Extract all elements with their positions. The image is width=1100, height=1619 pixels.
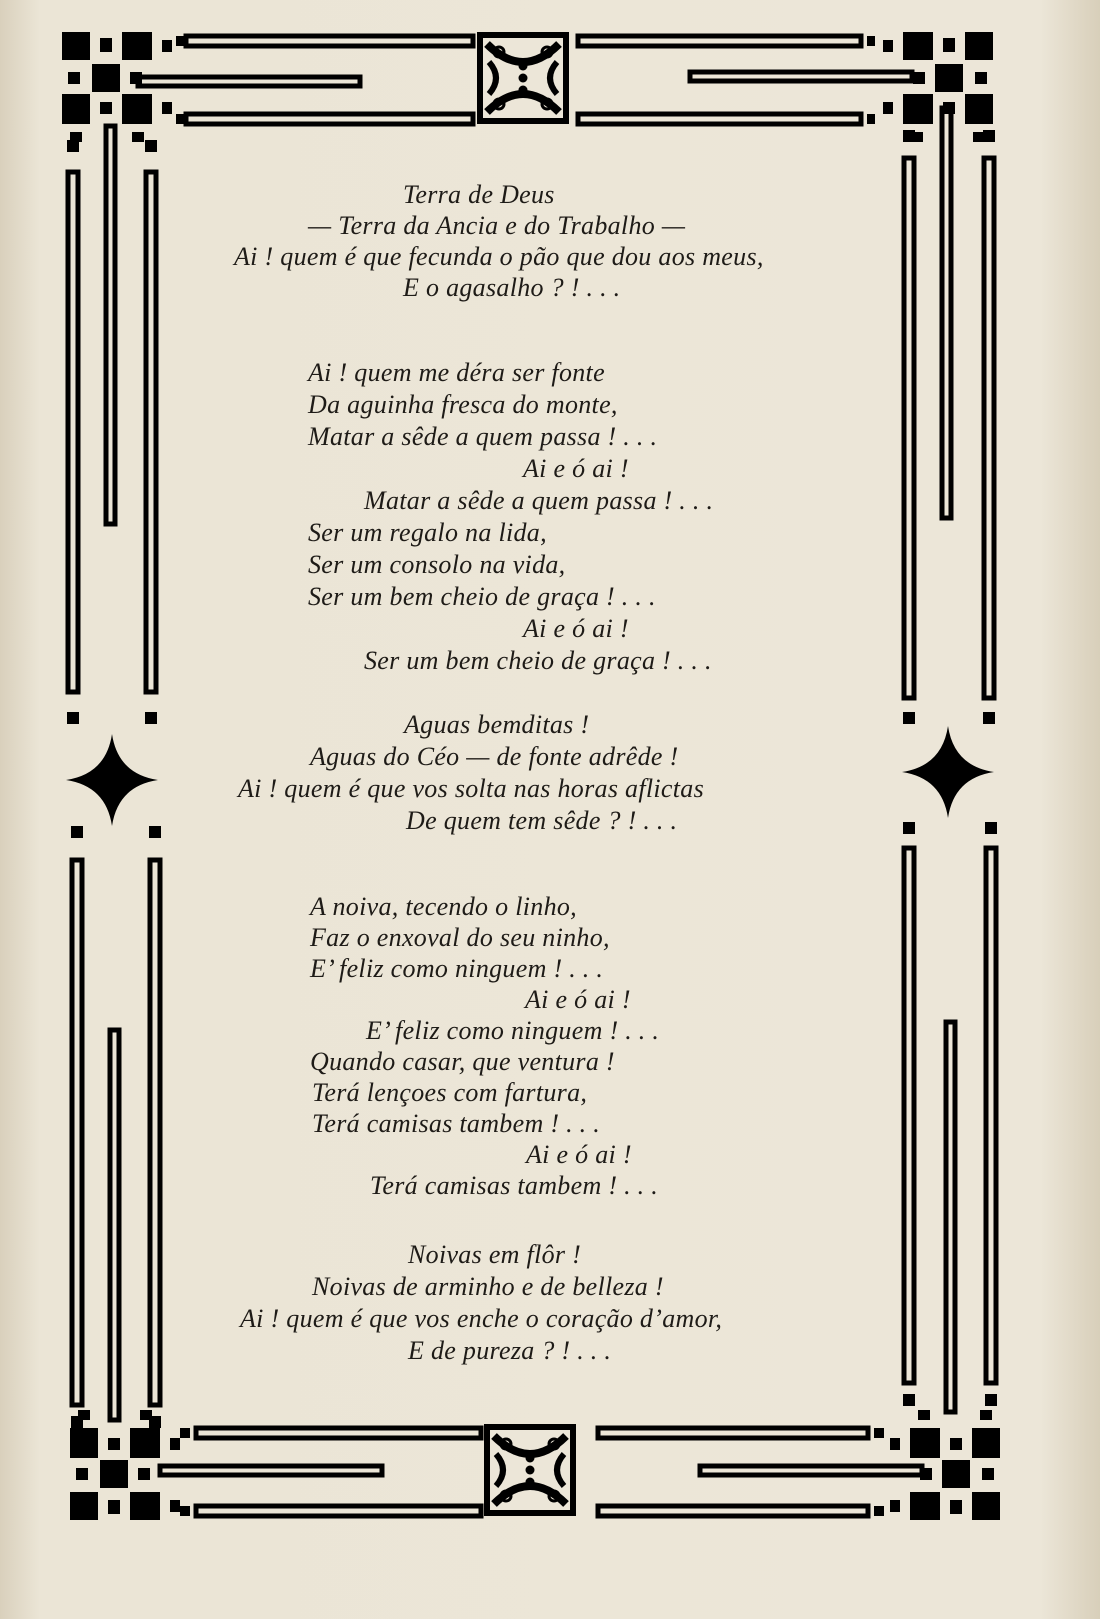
- poem-line: Noivas de arminho e de belleza !: [312, 1272, 664, 1301]
- poem-line: Matar a sêde a quem passa ! . . .: [364, 486, 714, 515]
- poem-line: Quando casar, que ventura !: [310, 1047, 615, 1076]
- poem-line: Da aguinha fresca do monte,: [308, 390, 618, 419]
- poem-line: Matar a sêde a quem passa ! . . .: [308, 422, 658, 451]
- poem-line: Ai e ó ai !: [525, 985, 631, 1014]
- poem-line: Ai e ó ai !: [526, 1140, 632, 1169]
- poem-line: Ai ! quem é que fecunda o pão que dou aos meus,: [234, 242, 764, 271]
- poem-line: Terá camisas tambem ! . . .: [370, 1171, 659, 1200]
- poem-line: Ser um regalo na lida,: [308, 518, 547, 547]
- poem-line: Terá lençoes com fartura,: [312, 1078, 588, 1107]
- poem-line: Ai ! quem é que vos solta nas horas aflictas: [238, 774, 704, 803]
- poem-line: De quem tem sêde ? ! . . .: [406, 806, 678, 835]
- poem-line: Aguas do Céo — de fonte adrêde !: [310, 742, 679, 771]
- poem-line: E o agasalho ? ! . . .: [403, 273, 621, 302]
- poem-line: Faz o enxoval do seu ninho,: [310, 923, 610, 952]
- poem-line: Ai e ó ai !: [523, 454, 629, 483]
- poem-line: Terá camisas tambem ! . . .: [312, 1109, 601, 1138]
- poem-line: Noivas em flôr !: [408, 1240, 582, 1269]
- poem-line: Terra de Deus: [403, 180, 555, 209]
- poem-line: Ai ! quem é que vos enche o coração d’amor,: [240, 1304, 723, 1333]
- poem-line: Aguas bemditas !: [404, 710, 590, 739]
- poem-line: E’ feliz como ninguem ! . . .: [310, 954, 604, 983]
- poem-line: Ser um bem cheio de graça ! . . .: [364, 646, 712, 675]
- poem-line: Ai ! quem me déra ser fonte: [308, 358, 605, 387]
- poem-line: — Terra da Ancia e do Trabalho —: [308, 211, 686, 240]
- poem-line: Ai e ó ai !: [523, 614, 629, 643]
- poem-line: A noiva, tecendo o linho,: [310, 892, 577, 921]
- poem-line: Ser um consolo na vida,: [308, 550, 566, 579]
- poem-line: E’ feliz como ninguem ! . . .: [366, 1016, 660, 1045]
- poem-line: Ser um bem cheio de graça ! . . .: [308, 582, 656, 611]
- poem-line: E de pureza ? ! . . .: [408, 1336, 612, 1365]
